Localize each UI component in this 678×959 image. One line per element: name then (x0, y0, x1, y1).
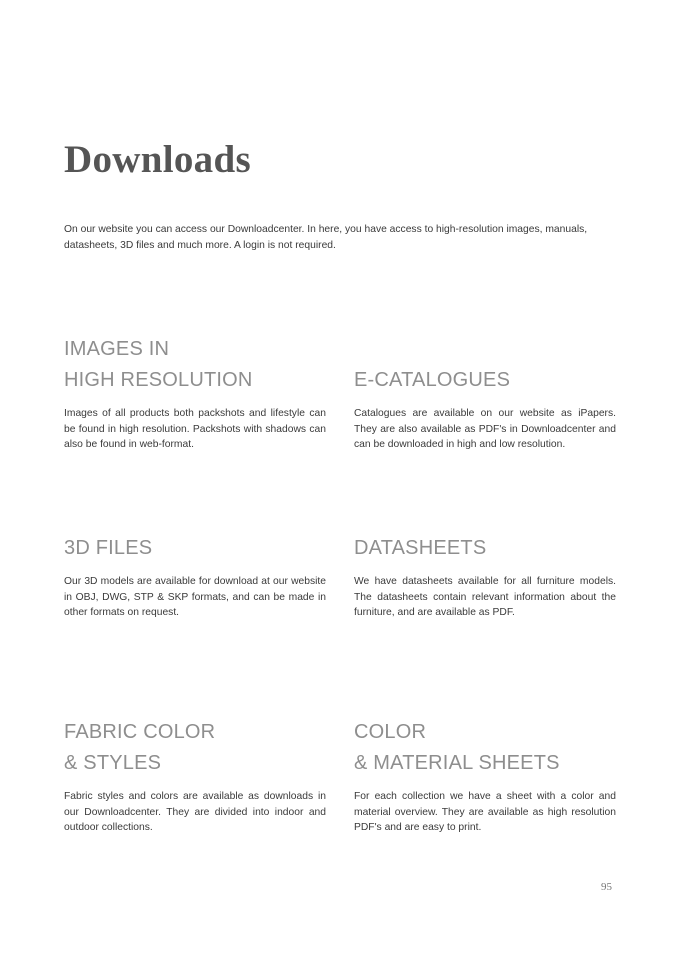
section-heading (354, 365, 616, 396)
section-heading (354, 717, 616, 779)
section-datasheets (354, 533, 616, 621)
page-number: 95 (601, 881, 612, 893)
section-heading-line: & MATERIAL SHEETS (354, 752, 560, 774)
section-images (64, 334, 326, 453)
section-body: For each collection we have a sheet with a color and material overview. They are available as high resolution PDF's and are easy to print. (354, 791, 616, 833)
section-heading-line: DATASHEETS (354, 537, 487, 559)
section-body: Fabric styles and colors are available as downloads in our Downloadcenter. They are divided into indoor and outdoor collections. (64, 791, 326, 833)
section-heading-line: E-CATALOGUES (354, 369, 511, 391)
section-heading-line: 3D FILES (64, 537, 153, 559)
page-title: Downloads (64, 138, 251, 181)
intro-paragraph: On our website you can access our Downloadcenter. In here, you have access to high-resolution images, manuals, datasheets, 3D files and much more. A login is not required. (64, 224, 588, 251)
section-color-material-sheets (354, 717, 616, 836)
section-body: Our 3D models are available for download at our website in OBJ, DWG, STP & SKP formats, and can be made in other formats on request. (64, 576, 326, 618)
section-body: Catalogues are available on our website as iPapers. They are also available as PDF's in Downloadcenter and can be downloaded in high and low resolution. (354, 408, 616, 450)
section-heading-line: & STYLES (64, 752, 162, 774)
section-3d-files (64, 533, 326, 621)
section-heading (354, 533, 616, 564)
section-heading (64, 533, 326, 564)
section-heading-line: COLOR (354, 721, 427, 743)
section-heading-line: IMAGES IN (64, 338, 170, 360)
section-fabric-color-styles (64, 717, 326, 836)
section-heading-line: HIGH RESOLUTION (64, 369, 253, 391)
section-body: We have datasheets available for all furniture models. The datasheets contain relevant information about the furniture, and are available as PDF. (354, 576, 616, 618)
section-e-catalogues (354, 365, 616, 453)
section-body: Images of all products both packshots and lifestyle can be found in high resolution. Packshots with shadows can also be found in web-format. (64, 408, 326, 450)
section-heading (64, 717, 326, 779)
section-heading-line: FABRIC COLOR (64, 721, 216, 743)
section-heading (64, 334, 326, 396)
